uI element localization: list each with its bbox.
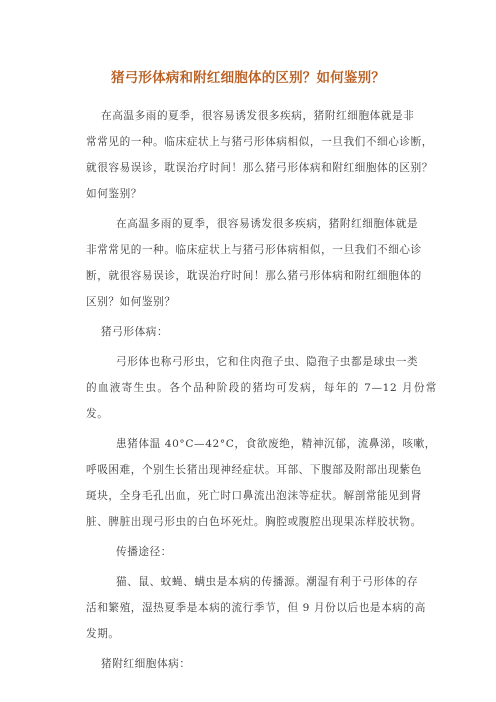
text-line: 的血液寄生虫。各个品种阶段的猪均可发病，每年的 7—12 月份常发。 <box>86 382 437 420</box>
paragraph-toxoplasma-symptoms <box>86 431 437 535</box>
paragraph-intro-2 <box>86 211 437 315</box>
document-title: 猪弓形体病和附红细胞体的区别？如何鉴别？ <box>111 70 385 86</box>
text-line: 常常见的一种。临床症状上与猪弓形体病相似，一旦我们不细心诊断， <box>86 136 434 148</box>
text-line: 呼吸困难，个别生长猪出现神经症状。耳部、下腹部及附部出现紫色 <box>86 464 422 476</box>
text-line: 区别？如何鉴别？ <box>86 296 176 308</box>
text-line: 断，就很容易误诊，耽误治疗时间！那么猪弓形体病和附红细胞体的 <box>86 270 422 282</box>
section-heading-toxoplasmosis <box>101 319 437 345</box>
text-line: 斑块，全身毛孔出血，死亡时口鼻流出泡沫等症状。解剖常能见到肾 <box>86 490 422 502</box>
section-heading-transmission <box>101 539 437 565</box>
section-heading-eperythrozoonosis <box>101 651 437 677</box>
paragraph-intro-1 <box>86 103 437 207</box>
text-line: 猫、鼠、蚊蝇、螨虫是本病的传播源。潮湿有利于弓形体的存 <box>116 576 419 588</box>
text-line: 传播途径： <box>116 546 172 558</box>
paragraph-transmission <box>86 569 437 647</box>
text-line: 猪附红细胞体病： <box>101 658 191 670</box>
text-line: 脏、脾脏出现弓形虫的白色坏死灶。胸腔或腹腔出现果冻样胶状物。 <box>86 516 422 528</box>
paragraph-toxoplasma-description <box>86 349 437 427</box>
text-line: 就很容易误诊，耽误治疗时间！那么猪弓形体病和附红细胞体的区别？ <box>86 162 434 174</box>
text-line: 弓形体也称弓形虫，它和住肉孢子虫、隐孢子虫都是球虫一类 <box>116 356 419 368</box>
text-line: 非常常见的一种。临床症状上与猪弓形体病相似，一旦我们不细心诊 <box>86 244 422 256</box>
text-line: 猪弓形体病： <box>101 326 169 338</box>
text-line: 发期。 <box>86 628 120 640</box>
text-line: 在高温多雨的夏季，很容易诱发很多疾病，猪附红细胞体就是 <box>116 218 419 230</box>
text-line: 活和繁殖，湿热夏季是本病的流行季节，但 9 月份以后也是本病的高 <box>86 602 426 614</box>
text-line: 如何鉴别？ <box>86 188 142 200</box>
text-line: 患猪体温 40°C—42°C，食欲废绝，精神沉郁，流鼻涕，咳嗽， <box>116 438 436 450</box>
document-body <box>86 103 437 681</box>
text-line: 在高温多雨的夏季，很容易诱发很多疾病，猪附红细胞体就是非 <box>101 110 415 122</box>
